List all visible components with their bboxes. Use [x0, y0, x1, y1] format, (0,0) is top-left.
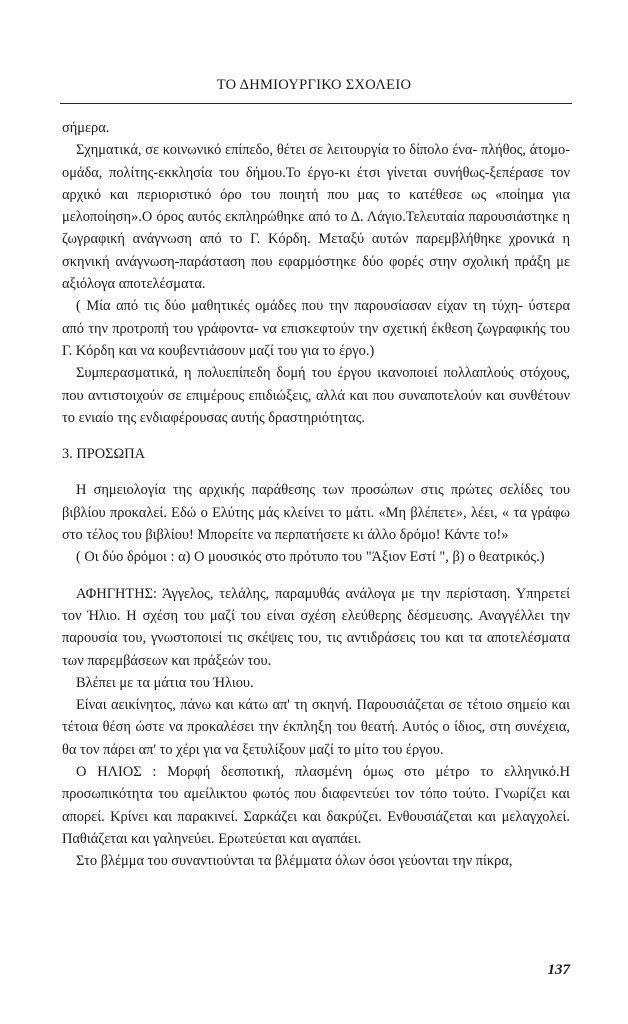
- spacer: [62, 569, 570, 583]
- running-header: ΤΟ ΔΗΜΙΟΥΡΓΙΚΟ ΣΧΟΛΕΙΟ: [216, 77, 412, 93]
- paragraph: Βλέπει με τα μάτια του Ήλιου.: [76, 674, 254, 691]
- header-rule: [60, 103, 572, 104]
- paragraph: Σχηματικά, σε κοινωνικό επίπεδο, θέτει σε λειτουργία το δίπολο ένα- πλήθος, άτομο-ομάδα, πολίτης-εκκλησία του δήμου.Το έργο-κι έτσι γίνεται συνήθως-ξεπέρασε τον αρχικό και περιοριστικό όρο του ποιητή που μας το κατέθεσε ως «ποίημα για μελοποίηση».Ο όρος αυτός εκπληρώθηκε από το Δ. Λάγιο.Τελευταία παρουσιάστηκε η ζωγραφική ανάγνωση από το Γ. Κόρδη. Μεταξύ αυτών παρεμβλήθηκε χρονικά η σκηνική ανάγνωση-παράσταση που εφαρμόστηκε δύο φορές στην σχολική πράξη με αξιόλογα αποτελέσματα.: [62, 142, 570, 293]
- paragraph-narrator: ΑΦΗΓΗΤΗΣ: Άγγελος, τελάλης, παραμυθάς ανάλογα με την περίσταση. Υπηρετεί τον Ήλιο. Η σχέση του μαζί του είναι σχέση ελεύθερης δέσμευσης. Αναγγέλλει την παρουσία του, γνωστοποιεί τις σκέψεις του, τις αντιδράσεις του και τα αποτελέσματα των παρεμβάσεων και πράξεών του.: [62, 585, 570, 669]
- paragraph: Είναι αεικίνητος, πάνω και κάτω απ' τη σκηνή. Παρουσιάζεται σε τέτοιο σημείο και τέτοια θέση ώστε να προκαλέσει την έκπληξη του θεατή. Αυτός ο ίδιος, στη συνέχεια, θα τον πάρει απ' το χέρι για να ξετυλίξουν μαζί το μίτο του έργου.: [62, 697, 570, 758]
- paragraph: Συμπερασματικά, η πολυεπίπεδη δομή του έργου ικανοποιεί πολλαπλούς στόχους, που αντιστοιχούν σε επιμέρους επιδιώξεις, αλλά και που συναποτελούν και συνθέτουν το ενιαίο της ενδιαφέρουσας αυτής δραστηριότητας.: [62, 365, 570, 426]
- page-number: 137: [547, 962, 570, 978]
- section-heading: 3. ΠΡΟΣΩΠΑ: [62, 446, 146, 463]
- paragraph-parenthetical: ( Οι δύο δρόμοι : α) Ο μουσικός στο πρότυπο του "Άξιον Εστί ", β) ο θεατρικός.): [76, 549, 545, 566]
- spacer: [62, 465, 570, 479]
- body-text: [62, 117, 570, 873]
- paragraph-continuation: σήμερα.: [62, 120, 110, 136]
- spacer: [62, 429, 570, 443]
- paragraph: Η σημειολογία της αρχικής παράθεσης των προσώπων στις πρώτες σελίδες του βιβλίου προκαλεί. Εδώ ο Ελύτης μάς κλείνει το μάτι. «Μη βλέπετε», λέει, « τα γράφω στο τέλος του βιβλίου! Μπορείτε να περπατήσετε κι άλλο δρόμο! Κάντε το!»: [62, 482, 570, 544]
- paragraph-sun: Ο ΗΛΙΟΣ : Μορφή δεσποτική, πλασμένη όμως στο μέτρο το ελληνικό.Η προσωπικότητα του αμείλικτου φωτός που διαφεντεύει τον τόπο τούτο. Γνωρίζει και απορεί. Κρίνει και παρακινεί. Σαρκάζει και δακρύζει. Ενθουσιάζεται και μελαγχολεί. Παθιάζεται και γαληνεύει. Ερωτεύεται και αγαπάει.: [62, 764, 570, 847]
- paragraph-parenthetical: ( Μία από τις δύο μαθητικές ομάδες που την παρουσίασαν είχαν τη τύχη- ύστερα από την προτροπή του γράφοντα- να επισκεφτούν την σχετική έκθεση ζωγραφικής του Γ. Κόρδη και να κουβεντιάσουν μαζί του για το έργο.): [62, 298, 570, 359]
- paragraph: Στο βλέμμα του συναντιούνται τα βλέμματα όλων όσοι γεύονται την πίκρα,: [76, 853, 513, 870]
